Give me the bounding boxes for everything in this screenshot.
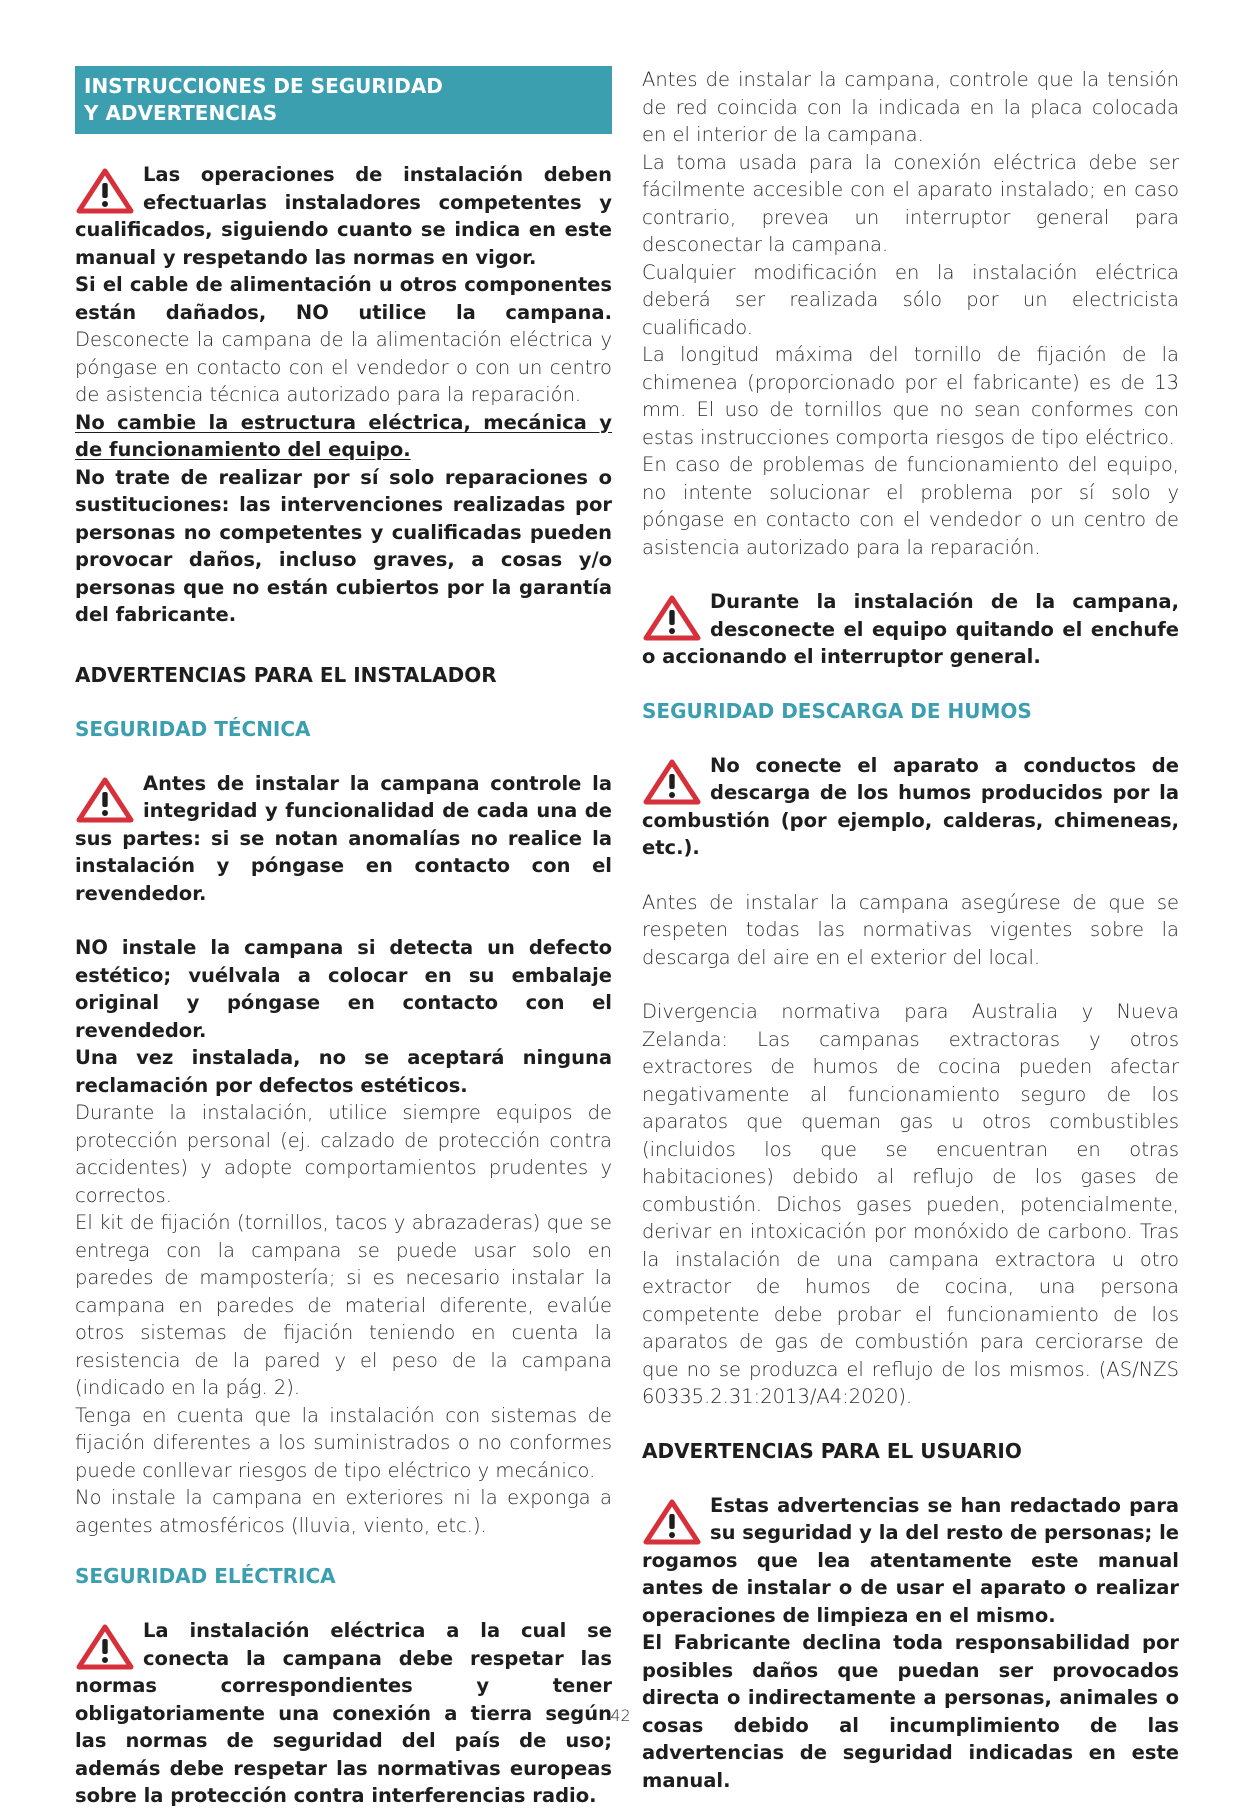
smoke-discharge-heading: SEGURIDAD DESCARGA DE HUMOS bbox=[642, 698, 1032, 723]
warning-triangle-icon bbox=[75, 167, 135, 215]
fixing-kit-text: El kit de fijación (tornillos, tacos y abrazaderas) que se entrega con la campana se puede usar solo en paredes de mampostería; si es necesario instalar la campana en paredes de material diferente, evalúe otros sistemas de fijación teniendo en cuenta la resistencia de la pared y el peso de la campana (indicado en la pág. 2). bbox=[75, 1211, 612, 1399]
no-claims-text: Una vez instalada, no se aceptará ninguna reclamación por defectos estéticos. bbox=[75, 1046, 612, 1097]
screw-length-text: La longitud máxima del tornillo de fijación de la chimenea (proporcionado por el fabricante) es de 13 mm. El uso de tornillos que no sean conformes con estas instrucciones comporta riesgos de tipo eléctrico. bbox=[642, 343, 1179, 449]
outlet-access-text: La toma usada para la conexión eléctrica debe ser fácilmente accesible con el aparato instalado; en caso contrario, prevea un interruptor general para desconectar la campana. bbox=[642, 150, 1179, 256]
installer-heading: ADVERTENCIAS PARA EL INSTALADOR bbox=[75, 662, 497, 687]
warning-text: Durante la instalación de la campana, desconecte el equipo quitando el enchufe o accionando el interruptor general. bbox=[642, 590, 1179, 668]
protective-equipment-text: Durante la instalación, utilice siempre equipos de protección personal (ej. calzado de protección contra accidentes) y adopte comportamientos prudentes y correctos. bbox=[75, 1101, 612, 1207]
right-column bbox=[642, 66, 1179, 1794]
electrician-text: Cualquier modificación en la instalación eléctrica deberá ser realizada sólo por un electricista cualificado. bbox=[642, 260, 1179, 339]
section-banner bbox=[75, 66, 612, 134]
aesthetic-defect-text: NO instale la campana si detecta un defecto estético; vuélvala a colocar en su embalaje original y póngase en contacto con el revendedor. bbox=[75, 936, 612, 1042]
air-discharge-text: Antes de instalar la campana asegúrese de que se respeten todas las normativas vigentes sobre la descarga del aire en el exterior del local. bbox=[642, 890, 1179, 969]
electrical-safety-heading: SEGURIDAD ELÉCTRICA bbox=[75, 1564, 336, 1588]
warning-block-qualified-installers bbox=[75, 161, 612, 271]
fixing-systems-text: Tenga en cuenta que la instalación con sistemas de fijación diferentes a los suministrados o no conformes puede conllevar riesgos de tipo eléctrico y mecánico. bbox=[75, 1403, 612, 1482]
warning-text: Antes de instalar la campana controle la integridad y funcionalidad de cada una de sus partes: si se notan anomalías no realice la instalación y póngase en contacto con el revendedor. bbox=[75, 771, 612, 905]
damaged-cable-bold: Si el cable de alimentación u otros componentes están dañados, NO utilice la campana. bbox=[75, 273, 612, 324]
left-column bbox=[75, 66, 612, 1810]
damaged-cable-paragraph bbox=[75, 271, 612, 409]
warning-triangle-icon bbox=[642, 758, 702, 806]
banner-line-2: Y ADVERTENCIAS bbox=[84, 101, 278, 125]
warning-text: Estas advertencias se han redactado para su seguridad y la del resto de personas; le rogamos que lea atentamente este manual antes de instalar o de usar el aparato o realizar operaciones de limpieza en el mismo. bbox=[642, 1493, 1179, 1627]
voltage-check-text: Antes de instalar la campana, controle que la tensión de red coincida con la indicada en la placa colocada en el interior de la campana. bbox=[642, 68, 1179, 146]
no-change-structure-text: No cambie la estructura eléctrica, mecánica y de funcionamiento del equipo. bbox=[75, 410, 612, 461]
banner-line-1: INSTRUCCIONES DE SEGURIDAD bbox=[84, 74, 443, 98]
warning-block-user bbox=[642, 1492, 1179, 1630]
damaged-cable-text: Desconecte la campana de la alimentación eléctrica y póngase en contacto con el vendedor o con un centro de asistencia técnica autorizado para la reparación. bbox=[75, 328, 612, 406]
warning-block-combustion bbox=[642, 752, 1179, 862]
warning-triangle-icon bbox=[75, 1623, 135, 1671]
page-number: 42 bbox=[610, 1706, 631, 1725]
warning-block-disconnect bbox=[642, 588, 1179, 671]
warning-triangle-icon bbox=[75, 776, 135, 824]
outdoor-install-text: No instale la campana en exteriores ni la exponga a agentes atmosféricos (lluvia, viento, etc.). bbox=[75, 1486, 612, 1537]
manufacturer-liability-text: El Fabricante declina toda responsabilidad por posibles daños que puedan ser provocados directa o indirectamente a personas, animales o cosas debido al incumplimiento de las advertencias de seguridad indicadas en este manual. bbox=[642, 1631, 1179, 1792]
australia-nz-text: Divergencia normativa para Australia y Nueva Zelanda: Las campanas extractoras y otros extractores de humos de cocina pueden afectar negativamente al funcionamiento seguro de los aparatos que queman gas u otros combustibles (incluidos los que se encuentran en otras habitaciones) debido al reflujo de los gases de combustión. Dichos gases pueden, potencialmente, derivar en intoxicación por monóxido de carbono. Tras la instalación de una campana extractora u otro extractor de humos de cocina, una persona competente debe probar el funcionamiento de los aparatos de gas de combustión para cerciorarse de que no se produzca el reflujo de los mismos. (AS/NZS 60335.2.31:2013/A4:2020). bbox=[642, 1000, 1179, 1408]
user-heading: ADVERTENCIAS PARA EL USUARIO bbox=[642, 1438, 1022, 1463]
technical-safety-heading: SEGURIDAD TÉCNICA bbox=[75, 716, 311, 741]
warning-triangle-icon bbox=[642, 594, 702, 642]
warning-text: No conecte el aparato a conductos de descarga de los humos producidos por la combustión (por ejemplo, calderas, chimeneas, etc.). bbox=[642, 753, 1179, 859]
warning-text: La instalación eléctrica a la cual se conecta la campana debe respetar las normas correspondientes y tener obligatoriamente una conexión a tierra según las normas de seguridad del país de uso; además debe respetar las normativas europeas sobre la protección contra interferencias radio. bbox=[75, 1619, 612, 1807]
warning-triangle-icon bbox=[642, 1498, 702, 1546]
malfunction-text: En caso de problemas de funcionamiento del equipo, no intente solucionar el problema por sí solo y póngase en contacto con el vendedor o un centro de asistencia autorizado para la reparación. bbox=[642, 453, 1179, 559]
no-repairs-text: No trate de realizar por sí solo reparaciones o sustituciones: las intervenciones realizadas por personas no competentes y cualificadas pueden provocar daños, incluso graves, a cosas y/o personas que no están cubiertos por la garantía del fabricante. bbox=[75, 465, 612, 626]
warning-text: Las operaciones de instalación deben efectuarlas instaladores competentes y cualificados, siguiendo cuanto se indica en este manual y respetando las normas en vigor. bbox=[75, 163, 612, 269]
warning-block-integrity-check bbox=[75, 770, 612, 908]
